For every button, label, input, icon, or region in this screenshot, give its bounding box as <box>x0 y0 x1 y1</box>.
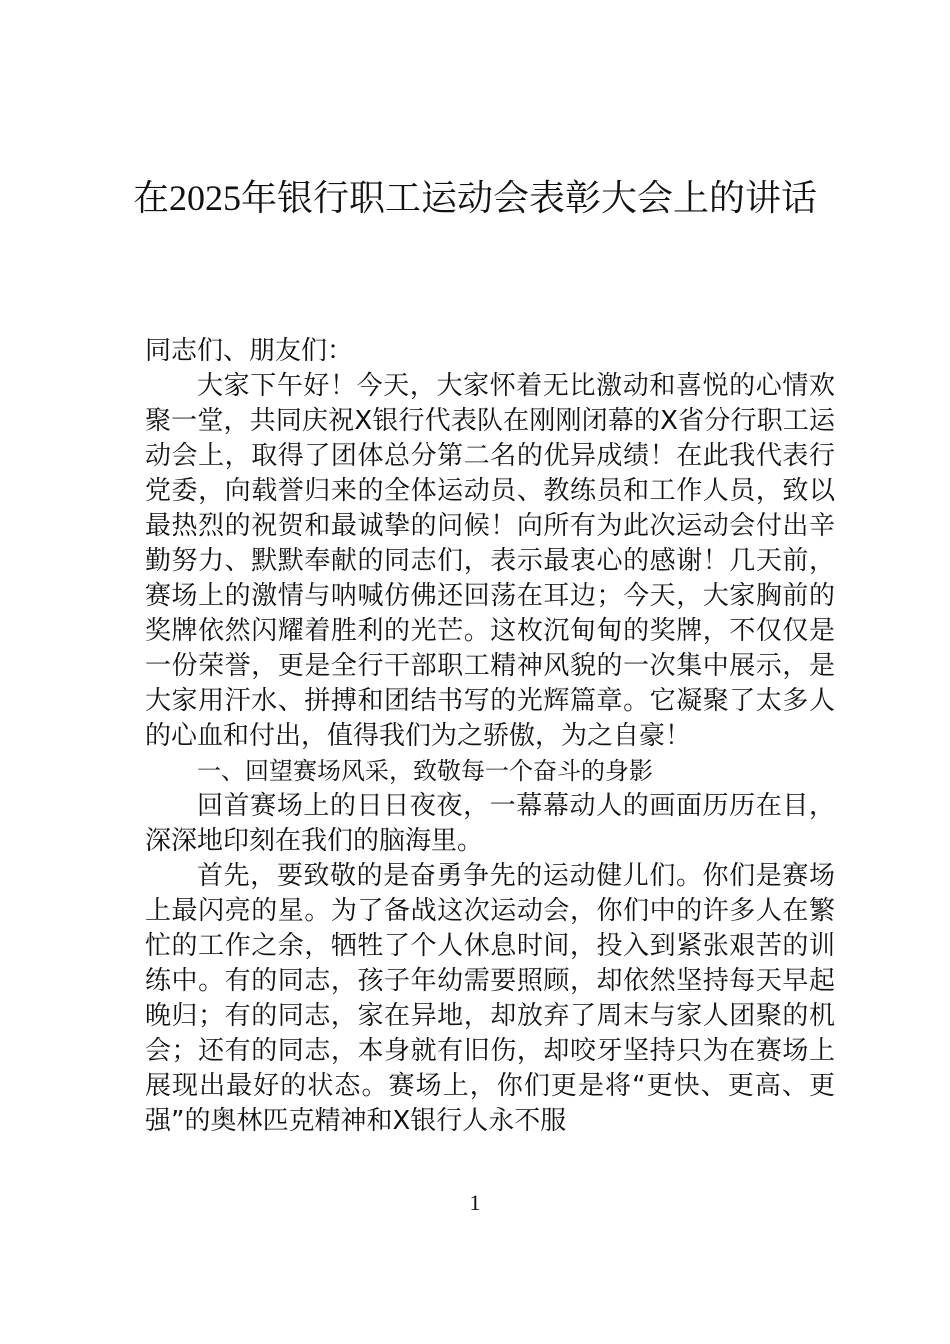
section-heading: 一、回望赛场风采，致敬每一个奋斗的身影 <box>197 757 653 785</box>
paragraph-opening: 大家下午好！今天，大家怀着无比激动和喜悦的心情欢聚一堂，共同庆祝X银行代表队在刚刚闭幕的X省分行职工运动会上，取得了团体总分第二名的优异成绩！在此我代表行党委，向载誉归来的全体运动员、教练员和工作人员，致以最热烈的祝贺和最诚挚的问候！向所有为此次运动会付出辛勤努力、默默奉献的同志们，表示最衷心的感谢！几天前，赛场上的激情与呐喊仿佛还回荡在耳边；今天，大家胸前的奖牌依然闪耀着胜利的光芒。这枚沉甸甸的奖牌，不仅仅是一份荣誉，更是全行干部职工精神风貌的一次集中展示，是大家用汗水、拼搏和团结书写的光辉篇章。它凝聚了太多人的心血和付出，值得我们为之骄傲，为之自豪！ <box>145 371 835 751</box>
page-number: 1 <box>469 1190 481 1215</box>
salutation: 同志们、朋友们： <box>145 336 354 366</box>
document-title: 在2025年银行职工运动会表彰大会上的讲话 <box>132 178 817 218</box>
document-body <box>145 334 835 1139</box>
paragraph-athletes: 首先，要致敬的是奋勇争先的运动健儿们。你们是赛场上最闪亮的星。为了备战这次运动会，你们中的许多人在繁忙的工作之余，牺牲了个人休息时间，投入到紧张艰苦的训练中。有的同志，孩子年幼需要照顾，却依然坚持每天早起晚归；有的同志，家在异地，却放弃了周末与家人团聚的机会；还有的同志，本身就有旧伤，却咬牙坚持只为在赛场上展现出最好的状态。赛场上，你们更是将“更快、更高、更强”的奥林匹克精神和X银行人永不服 <box>145 861 835 1136</box>
paragraph-review: 回首赛场上的日日夜夜，一幕幕动人的画面历历在目，深深地印刻在我们的脑海里。 <box>145 791 835 856</box>
